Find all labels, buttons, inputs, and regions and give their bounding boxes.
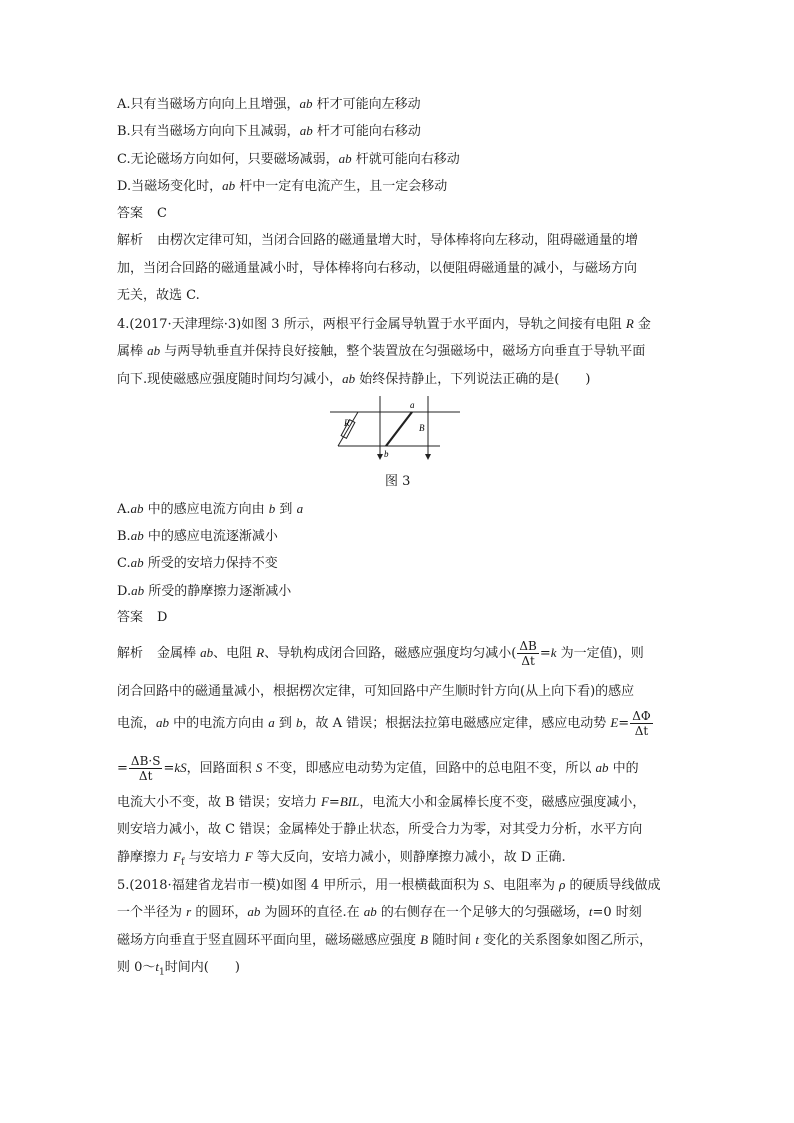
q3-option-d: D.当磁场变化时，ab 杆中一定有电流产生，且一定会移动	[117, 178, 448, 194]
fraction-dB-dt: $\frac{\Delta B}{\Delta t}$	[519, 639, 537, 668]
q4-option-c: C.ab 所受的安培力保持不变	[117, 555, 278, 571]
label-a: a	[410, 400, 415, 410]
q4-analysis-line-3: 电流，ab 中的电流方向由 a 到 b，故 A 错误；根据法拉第电磁感应定律，感应电动势 E= $\frac{\Delta\Phi}{\Delta t}$	[117, 709, 651, 738]
label-B: B	[419, 423, 425, 433]
q4-analysis-line-6: 则安培力减小，故 C 错误；金属棒处于静止状态，所受合力为零，对其受力分析，水平方向	[117, 822, 643, 837]
q4-analysis-line-2: 闭合回路中的磁通量减小，根据楞次定律，可知回路中产生顺时针方向(从上向下看)的感应	[117, 684, 635, 699]
q3-analysis-line-1: 解析 由楞次定律可知，当闭合回路的磁通量增大时，导体棒将向左移动，阻碍磁通量的增	[117, 233, 639, 248]
figure-3-rails-diagram	[330, 396, 460, 464]
fraction-dBS-dt: $\frac{\Delta B\cdot S}{\Delta t}$	[130, 754, 161, 783]
q3-option-a: A.只有当磁场方向向上且增强，ab 杆才可能向左移动	[117, 96, 421, 112]
q5-stem-line-4: 则 $0\sim t_1$时间内( )	[117, 959, 240, 978]
fraction-dPhi-dt: $\frac{\Delta\Phi}{\Delta t}$	[632, 709, 651, 738]
q3-analysis-line-2: 加，当闭合回路的磁通量减小时，导体棒将向右移动，以便阻碍磁通量的减小，与磁场方向	[117, 261, 638, 276]
q3-analysis-line-3: 无关，故选 C.	[117, 288, 200, 303]
q4-stem-line-1: 4.(2017·天津理综·3)如图 3 所示，两根平行金属导轨置于水平面内，导轨之间接有电阻 R 金	[117, 316, 651, 332]
rod-ab	[386, 412, 412, 446]
field-arrow-1	[377, 454, 383, 460]
q4-answer: 答案 D	[117, 610, 168, 625]
q4-analysis-line-5: 电流大小不变，故 B 错误；安培力 F=BIL，电流大小和金属棒长度不变，磁感应强度减小，	[117, 794, 646, 810]
q4-option-a: A.ab 中的感应电流方向由 b 到 a	[117, 501, 304, 517]
q4-option-b: B.ab 中的感应电流逐渐减小	[117, 528, 278, 544]
q5-stem-line-1: 5.(2018·福建省龙岩市一模)如图 4 甲所示，用一根横截面积为 S、电阻率为 ρ 的硬质导线做成	[117, 877, 661, 893]
q4-analysis-line-7: 静摩擦力 $F_f$ 与安培力 F 等大反向，安培力减小，则静摩擦力减小，故 D 正确.	[117, 849, 566, 868]
label-b: b	[384, 449, 389, 459]
label-R: R	[344, 418, 350, 428]
q3-answer: 答案 C	[117, 206, 167, 221]
q5-stem-line-2: 一个半径为 r 的圆环，ab 为圆环的直径.在 ab 的右侧存在一个足够大的匀强磁场，t=0 时刻	[117, 904, 642, 920]
field-arrow-2	[425, 454, 431, 460]
q4-analysis-line-1: 解析 金属棒 ab、电阻 R、导轨构成闭合回路，磁感应强度均匀减小( $\frac{\Delta B}{\Delta t}$ =k 为一定值)，则	[117, 639, 644, 668]
q5-stem-line-3: 磁场方向垂直于竖直圆环平面向里，磁场磁感应强度 B 随时间 t 变化的关系图象如图乙所示，	[117, 932, 653, 948]
q4-analysis-line-4: = $\frac{\Delta B\cdot S}{\Delta t}$ =kS，回路面积 S 不变，即感应电动势为定值，回路中的总电阻不变，所以 ab 中的	[117, 754, 639, 783]
q3-option-c: C.无论磁场方向如何，只要磁场减弱，ab 杆就可能向右移动	[117, 151, 460, 167]
q4-option-d: D.ab 所受的静摩擦力逐渐减小	[117, 583, 292, 599]
q3-option-b: B.只有当磁场方向向下且减弱，ab 杆才可能向右移动	[117, 123, 421, 139]
figure-3-caption: 图 3	[385, 474, 411, 489]
q4-stem-line-2: 属棒 ab 与两导轨垂直并保持良好接触，整个装置放在匀强磁场中，磁场方向垂直于导轨平面	[117, 343, 646, 359]
q4-stem-line-3: 向下.现使磁感应强度随时间均匀减小，ab 始终保持静止，下列说法正确的是( )	[117, 371, 591, 387]
